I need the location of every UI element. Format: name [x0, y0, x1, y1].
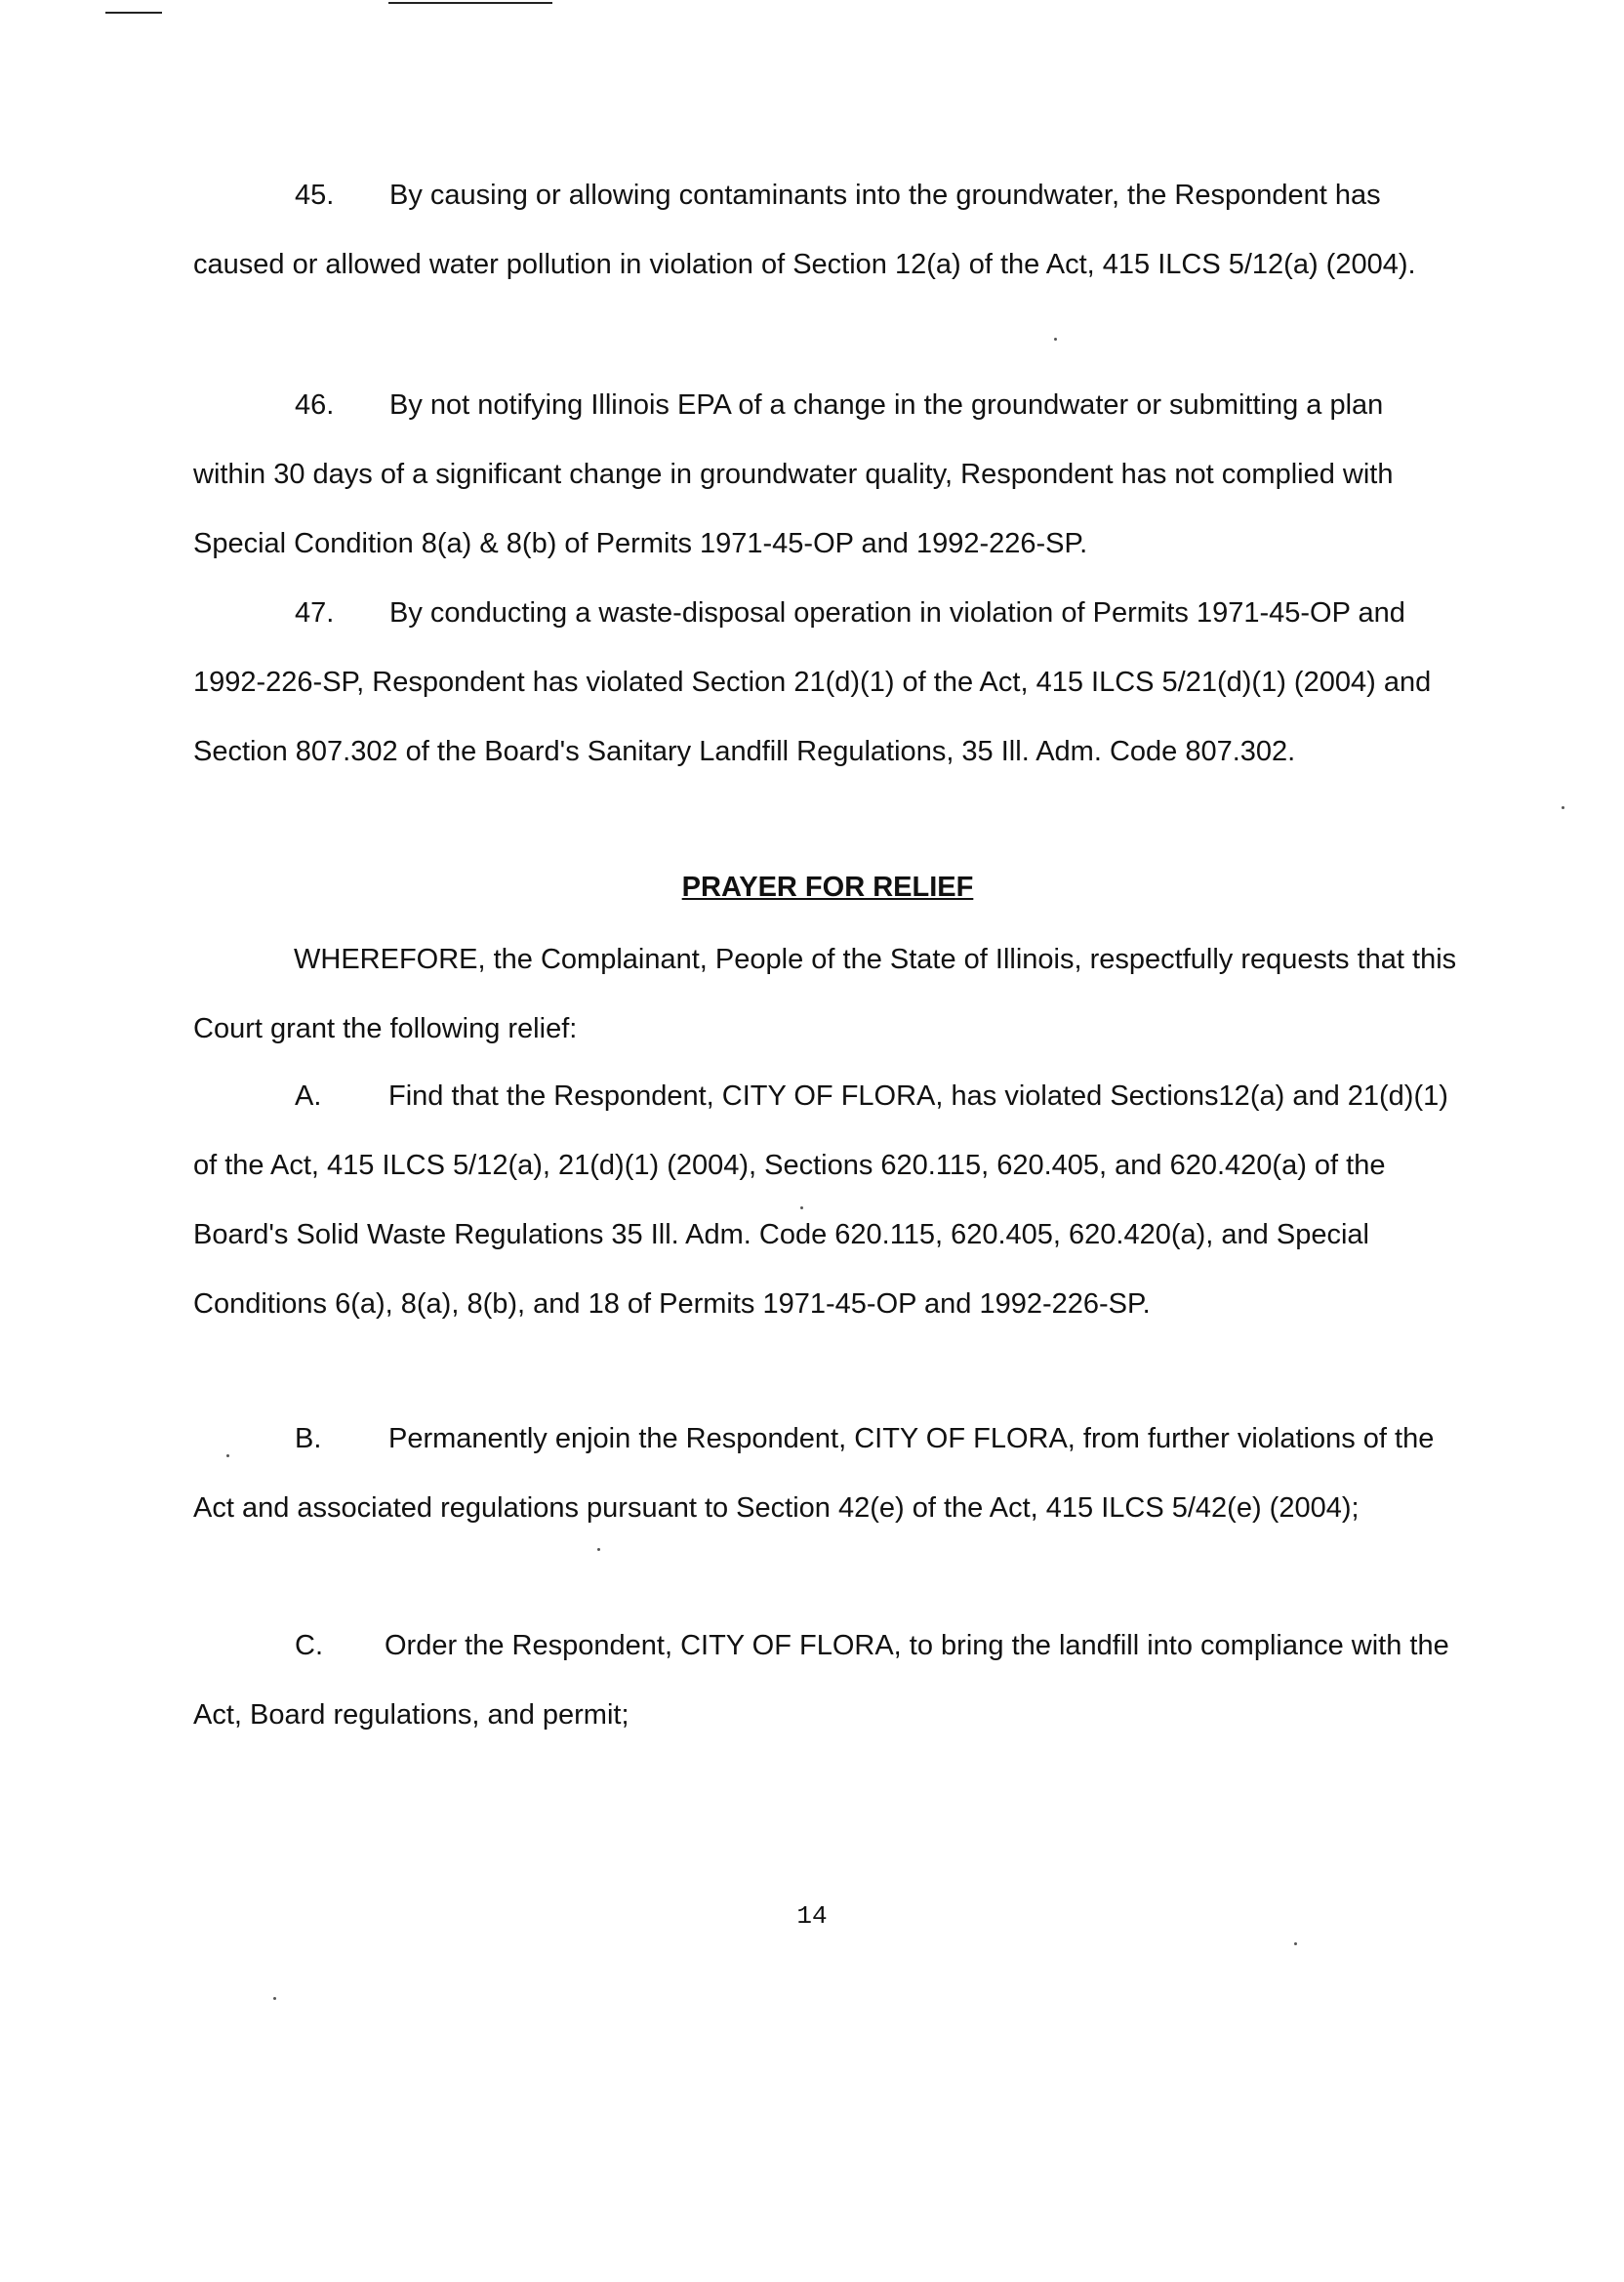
scan-speck — [1562, 806, 1564, 809]
scan-artifact-line — [105, 12, 162, 14]
relief-item-c — [193, 1611, 1462, 1750]
scan-speck — [597, 1548, 600, 1551]
relief-item-a — [193, 1062, 1462, 1339]
scan-speck — [1294, 1942, 1297, 1945]
paragraph-number: 46. — [295, 389, 335, 421]
scan-speck — [226, 1454, 229, 1457]
paragraph-number: 45. — [295, 180, 335, 211]
paragraph-number: 47. — [295, 597, 335, 629]
paragraph-text: By not notifying Illinois EPA of a change in the groundwater or submitting a plan within 30 days of a significant change in groundwater quality, Respondent has not complied with Special Condition 8(a) & 8(b) of Permits 1971-45-OP and 1992-226-SP. — [193, 389, 1401, 559]
paragraph-46 — [193, 371, 1462, 579]
item-letter: A. — [295, 1080, 322, 1112]
paragraph-text: By causing or allowing contaminants into the groundwater, the Respondent has caused or allowed water pollution in violation of Section 12(a) of the Act, 415 ILCS 5/12(a) (2004). — [193, 180, 1416, 280]
item-text: Order the Respondent, CITY OF FLORA, to bring the landfill into compliance with the Act, Board regulations, and permit; — [193, 1630, 1456, 1731]
relief-item-b — [193, 1405, 1462, 1543]
section-heading: PRAYER FOR RELIEF — [681, 872, 974, 903]
prayer-intro: WHEREFORE, the Complainant, People of the State of Illinois, respectfully requests that this Court grant the following relief: — [193, 944, 1465, 1044]
scan-speck — [800, 1206, 803, 1209]
item-text: Find that the Respondent, CITY OF FLORA, has violated Sections12(a) and 21(d)(1) of the Act, 415 ILCS 5/12(a), 21(d)(1) (2004), Sections 620.115, 620.405, and 620.420(a) of the Board's Solid Waste Regulations 35 Ill. Adm. Code 620.115, 620.405, 620.420(a), and Special Conditions 6(a), 8(a), 8(b), and 18 of Permits 1971-45-OP and 1992-226-SP. — [193, 1080, 1456, 1320]
item-letter: B. — [295, 1423, 322, 1454]
item-letter: C. — [295, 1630, 323, 1661]
scan-artifact-line — [388, 2, 552, 4]
scan-speck — [1054, 338, 1057, 341]
paragraph-47 — [193, 579, 1462, 787]
paragraph-45 — [193, 161, 1462, 300]
scan-speck — [273, 1997, 276, 2000]
page-number: 14 — [796, 1901, 828, 1931]
item-text: Permanently enjoin the Respondent, CITY OF FLORA, from further violations of the Act and associated regulations pursuant to Section 42(e) of the Act, 415 ILCS 5/42(e) (2004); — [193, 1423, 1441, 1524]
paragraph-text: By conducting a waste-disposal operation in violation of Permits 1971-45-OP and 1992-226-SP, Respondent has violated Section 21(d)(1) of the Act, 415 ILCS 5/21(d)(1) (2004) and Section 807.302 of the Board's Sanitary Landfill Regulations, 35 Ill. Adm. Code 807.302. — [193, 597, 1440, 767]
